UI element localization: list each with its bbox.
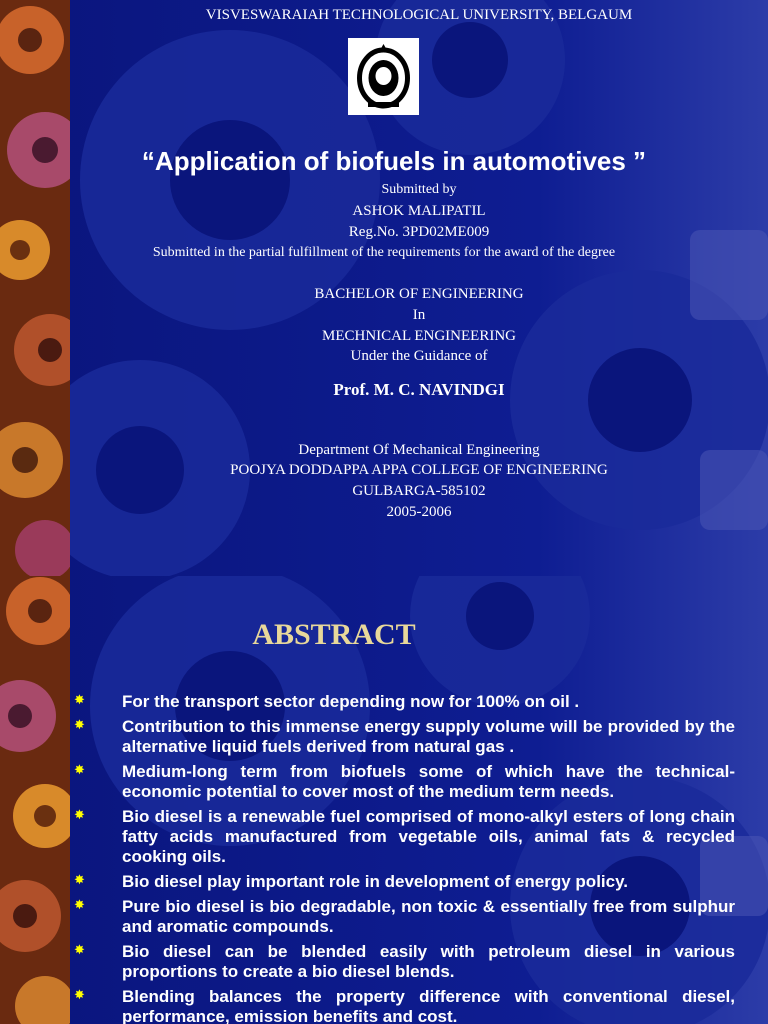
degree-name: BACHELOR OF ENGINEERING [314, 286, 524, 302]
college-city: GULBARGA-585102 [352, 483, 486, 499]
department-name: Department Of Mechanical Engineering [298, 442, 540, 458]
decorative-gear-strip [0, 0, 70, 576]
star-bullet-icon: ✸ [74, 987, 85, 1002]
title-slide-text [70, 0, 768, 576]
star-bullet-icon: ✸ [74, 807, 85, 822]
academic-year: 2005-2006 [386, 504, 452, 520]
branch-name: MECHNICAL ENGINEERING [321, 328, 516, 344]
guidance-label: Under the Guidance of [350, 348, 488, 364]
list-item: ✸ Bio diesel can be blended easily with petroleum diesel in various proportions to create a bio diesel blends. [74, 942, 735, 981]
author-name: ASHOK MALIPATIL [352, 203, 486, 219]
in-label: In [412, 307, 426, 323]
star-bullet-icon: ✸ [74, 762, 85, 777]
star-bullet-icon: ✸ [74, 872, 85, 887]
guide-name: Prof. M. C. NAVINDGI [333, 380, 505, 399]
star-bullet-icon: ✸ [74, 942, 85, 957]
abstract-bullet-list [70, 692, 735, 1024]
list-item: ✸ Blending balances the property difference with conventional diesel, performance, emission benefits and cost. [74, 987, 735, 1024]
submitted-by-label: Submitted by [381, 182, 457, 197]
project-title: “Application of biofuels in automotives ” [141, 146, 647, 176]
registration-number: Reg.No. 3PD02ME009 [348, 224, 490, 240]
star-bullet-icon: ✸ [74, 897, 85, 912]
abstract-heading: ABSTRACT [252, 618, 416, 651]
list-item: ✸ For the transport sector depending now for 100% on oil . [74, 692, 580, 711]
star-bullet-icon: ✸ [74, 692, 85, 707]
star-bullet-icon: ✸ [74, 717, 85, 732]
partial-fulfillment-text: Submitted in the partial fulfillment of the requirements for the award of the degree [152, 245, 616, 260]
abstract-slide [0, 576, 768, 1024]
list-item: ✸ Bio diesel play important role in development of energy policy. [74, 872, 629, 891]
list-item: ✸ Contribution to this immense energy supply volume will be provided by the alternative liquid fuels derived from natural gas . [74, 717, 735, 756]
college-name: POOJYA DODDAPPA APPA COLLEGE OF ENGINEERING [230, 462, 608, 478]
university-name: VISVESWARAIAH TECHNOLOGICAL UNIVERSITY, BELGAUM [205, 7, 633, 23]
list-item: ✸ Medium-long term from biofuels some of which have the technical-economic potential to cover most of the medium term needs. [74, 762, 735, 801]
list-item: ✸ Pure bio diesel is bio degradable, non toxic & essentially free from sulphur and aromatic compounds. [74, 897, 735, 936]
list-item: ✸ Bio diesel is a renewable fuel comprised of mono-alkyl esters of long chain fatty acids manufactured from vegetable oils, animal fats & recycled cooking oils. [74, 807, 735, 866]
